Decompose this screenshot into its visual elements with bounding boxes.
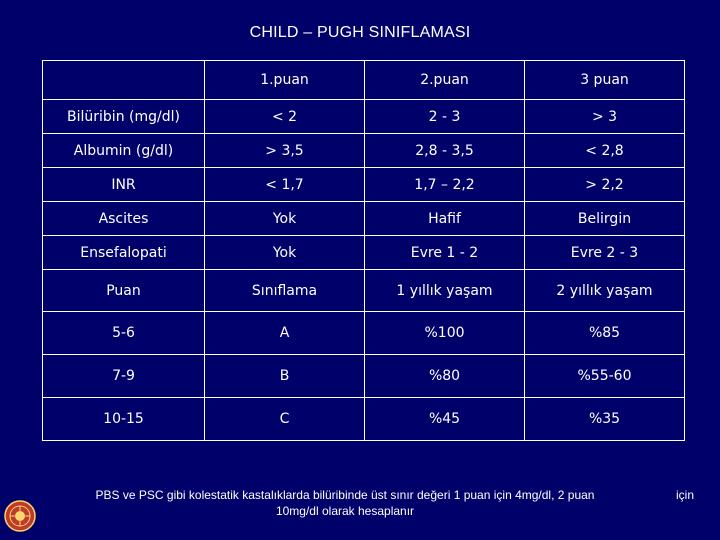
criterion-label: Ascites bbox=[43, 202, 205, 236]
header-cell-1-puan: 1.puan bbox=[205, 61, 365, 100]
table-cell: 5-6 bbox=[43, 312, 205, 355]
score-header-cell: 2 yıllık yaşam bbox=[525, 270, 685, 312]
criterion-label: Bilüribin (mg/dl) bbox=[43, 100, 205, 134]
table-cell: Evre 2 - 3 bbox=[525, 236, 685, 270]
table-cell: > 3 bbox=[525, 100, 685, 134]
score-header-cell: 1 yıllık yaşam bbox=[365, 270, 525, 312]
table-header-row bbox=[43, 61, 685, 100]
university-seal-icon bbox=[4, 500, 36, 532]
table-cell: %35 bbox=[525, 398, 685, 441]
table-row bbox=[43, 236, 685, 270]
table-cell: Hafif bbox=[365, 202, 525, 236]
footnote bbox=[40, 487, 650, 519]
table-cell: < 2,8 bbox=[525, 134, 685, 168]
table-row bbox=[43, 168, 685, 202]
header-cell-empty bbox=[43, 61, 205, 100]
header-cell-3-puan: 3 puan bbox=[525, 61, 685, 100]
criterion-label: INR bbox=[43, 168, 205, 202]
table-row bbox=[43, 134, 685, 168]
criterion-label: Albumin (g/dl) bbox=[43, 134, 205, 168]
criterion-label: Ensefalopati bbox=[43, 236, 205, 270]
table-cell: C bbox=[205, 398, 365, 441]
table-cell: %55-60 bbox=[525, 355, 685, 398]
table-cell: 1,7 – 2,2 bbox=[365, 168, 525, 202]
table-cell: 2,8 - 3,5 bbox=[365, 134, 525, 168]
table-row bbox=[43, 355, 685, 398]
footnote-line-1: PBS ve PSC gibi kolestatik kastalıklarda bilüribinde üst sınır değeri 1 puan için 4mg/dl, 2 puan bbox=[95, 488, 595, 502]
table-row bbox=[43, 398, 685, 441]
table-row bbox=[43, 312, 685, 355]
table-row bbox=[43, 100, 685, 134]
table-cell: 2 - 3 bbox=[365, 100, 525, 134]
table-cell: > 2,2 bbox=[525, 168, 685, 202]
table-cell: %80 bbox=[365, 355, 525, 398]
footnote-line-2: 10mg/dl olarak hesaplanır bbox=[275, 504, 415, 518]
table-cell: 10-15 bbox=[43, 398, 205, 441]
page-title: CHILD – PUGH SINIFLAMASI bbox=[249, 24, 471, 41]
table-cell: %100 bbox=[365, 312, 525, 355]
table-cell: Yok bbox=[205, 202, 365, 236]
footnote-tail: için bbox=[676, 488, 695, 502]
score-header-cell: Sınıflama bbox=[205, 270, 365, 312]
child-pugh-table bbox=[42, 60, 685, 441]
table-cell: Evre 1 - 2 bbox=[365, 236, 525, 270]
header-cell-2-puan: 2.puan bbox=[365, 61, 525, 100]
table-cell: Yok bbox=[205, 236, 365, 270]
table-cell: Belirgin bbox=[525, 202, 685, 236]
table-cell: A bbox=[205, 312, 365, 355]
table-cell: %45 bbox=[365, 398, 525, 441]
table-cell: B bbox=[205, 355, 365, 398]
table-row bbox=[43, 202, 685, 236]
score-header-cell: Puan bbox=[43, 270, 205, 312]
table-cell: < 2 bbox=[205, 100, 365, 134]
table-cell: %85 bbox=[525, 312, 685, 355]
table-cell: > 3,5 bbox=[205, 134, 365, 168]
table-cell: < 1,7 bbox=[205, 168, 365, 202]
table-cell: 7-9 bbox=[43, 355, 205, 398]
score-header-row bbox=[43, 270, 685, 312]
